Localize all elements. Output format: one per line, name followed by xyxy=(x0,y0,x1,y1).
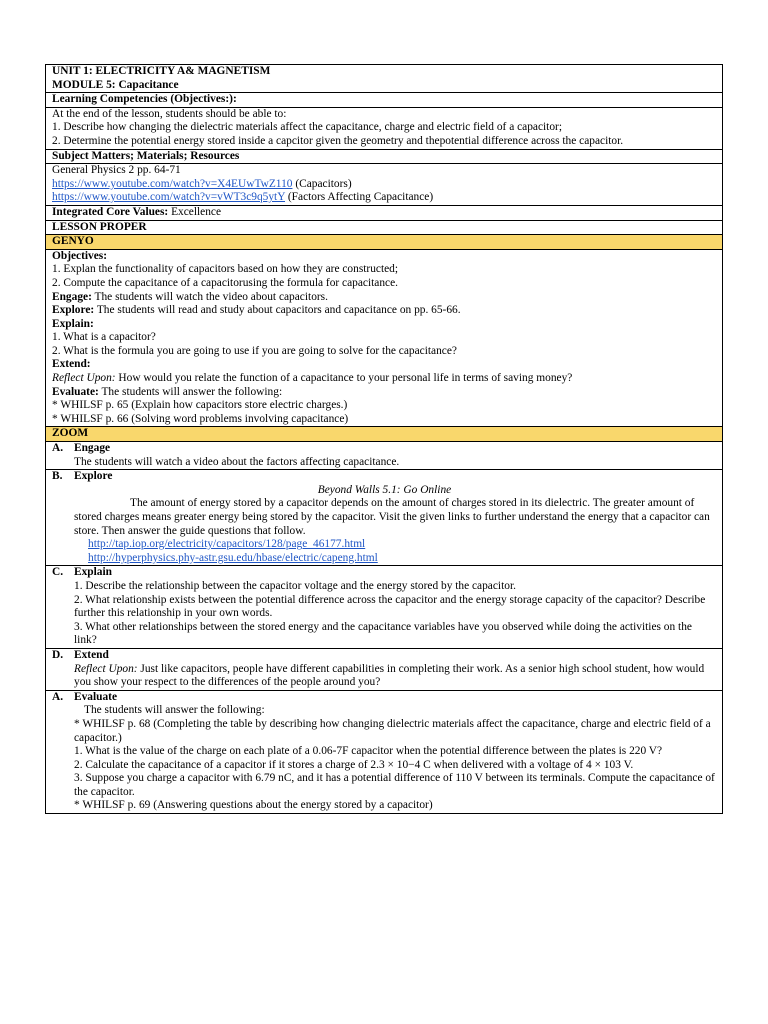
objective-item: 2. Compute the capacitance of a capacitorusing the formula for capacitance. xyxy=(52,276,398,289)
textbook-reference: General Physics 2 pp. 64-71 xyxy=(52,164,181,177)
reflect-text: How would you relate the function of a capacitance to your personal life in terms of saving money? xyxy=(115,372,573,385)
tap-iop-link[interactable]: http://tap.iop.org/electricity/capacitors/128/page_46177.html xyxy=(88,538,366,551)
explain-question: 1. Describe the relationship between the capacitor voltage and the energy stored by the capacitor. xyxy=(74,579,516,592)
engage-text: The students will watch the video about capacitors. xyxy=(91,290,328,303)
section-letter: B. xyxy=(52,470,63,483)
beyond-walls-subtitle: Beyond Walls 5.1: Go Online xyxy=(317,483,452,496)
zoom-extend-title: Extend xyxy=(74,648,109,661)
explain-label: Explain: xyxy=(52,317,94,330)
zoom-explain-title: Explain xyxy=(74,566,112,579)
zoom-extend-cell xyxy=(46,648,723,690)
evaluate-problem: 1. What is the value of the charge on each plate of a 0.06-7F capacitor when the potential difference between the plates is 220 V? xyxy=(74,745,663,758)
lesson-plan-table xyxy=(45,64,723,814)
evaluate-item: * WHILSF p. 68 (Completing the table by describing how changing dielectric materials affect the capacitance, charge and electric field of a capacitor.) xyxy=(74,717,711,744)
evaluate-problem: 3. Suppose you charge a capacitor with 6.79 nC, and it has a potential difference of 110 V between its terminals. Compute the capacitance of the capacitor. xyxy=(74,772,715,798)
zoom-evaluate-title: Evaluate xyxy=(74,690,118,703)
section-letter: A. xyxy=(52,442,64,455)
hyperphysics-link[interactable]: http://hyperphysics.phy-astr.gsu.edu/hbase/electric/capeng.html xyxy=(88,551,378,564)
evaluate-problem: 2. Calculate the capacitance of a capacitor if it stores a charge of 2.3 × 10−4 C when delivered with a voltage of 4 × 103 V. xyxy=(74,758,634,771)
zoom-explore-title: Explore xyxy=(74,470,113,483)
video-link-description: (Capacitors) xyxy=(292,177,352,190)
evaluate-intro: The students will answer the following: xyxy=(84,704,265,717)
core-values-value: Excellence xyxy=(168,205,222,218)
evaluate-label: Evaluate: xyxy=(52,385,99,398)
competencies-heading: Learning Competencies (Objectives:): xyxy=(46,93,723,108)
core-values-cell xyxy=(46,205,723,220)
explain-item: 2. What is the formula you are going to use if you are going to solve for the capacitance? xyxy=(52,344,457,357)
section-letter: D. xyxy=(52,648,64,661)
zoom-engage-title: Engage xyxy=(74,442,111,455)
core-values-label: Integrated Core Values: xyxy=(52,205,169,218)
zoom-band: ZOOM xyxy=(46,427,723,442)
video-link-factors[interactable]: https://www.youtube.com/watch?v=vWT3c9q5ytY xyxy=(52,191,286,204)
objective-item: 1. Explan the functionality of capacitors based on how they are constructed; xyxy=(52,263,399,276)
extend-label: Extend: xyxy=(52,358,91,371)
video-link-description: (Factors Affecting Capacitance) xyxy=(285,191,434,204)
genyo-band: GENYO xyxy=(46,235,723,250)
competency-item: 2. Determine the potential energy stored inside a capcitor given the geometry and thepotential difference across the capacitor. xyxy=(52,134,624,147)
explore-paragraph: The amount of energy stored by a capacitor depends on the amount of charges stored in its dielectric. The greater amount of stored charges means greater energy being stored by the capacitor. Visit the given links to further understand the energy that a capacitor can store. Then answer the guide questions that follow. xyxy=(74,497,710,537)
header-cell xyxy=(46,65,723,93)
zoom-evaluate-cell xyxy=(46,690,723,813)
module-title: MODULE 5: Capacitance xyxy=(52,78,179,91)
video-link-capacitors[interactable]: https://www.youtube.com/watch?v=X4EUwTwZ110 xyxy=(52,177,293,190)
zoom-engage-text: The students will watch a video about the factors affecting capacitance. xyxy=(74,455,400,468)
explore-label: Explore: xyxy=(52,304,95,317)
subject-heading: Subject Matters; Materials; Resources xyxy=(46,149,723,164)
competencies-intro: At the end of the lesson, students should be able to: xyxy=(52,107,287,120)
explain-question: 3. What other relationships between the stored energy and the capacitance variables have you observed while doing the activities on the link? xyxy=(74,620,692,647)
evaluate-item: * WHILSF p. 65 (Explain how capacitors store electric charges.) xyxy=(52,399,348,412)
zoom-explain-cell xyxy=(46,566,723,649)
competency-item: 1. Describe how changing the dielectric materials affect the capacitance, charge and electric field of a capacitor; xyxy=(52,121,562,134)
evaluate-item: * WHILSF p. 66 (Solving word problems involving capacitance) xyxy=(52,412,349,425)
zoom-engage-cell xyxy=(46,442,723,470)
subject-cell xyxy=(46,164,723,206)
reflect-upon-label: Reflect Upon: xyxy=(52,372,116,385)
engage-label: Engage: xyxy=(52,290,92,303)
extend-text: Just like capacitors, people have different capabilities in completing their work. As a senior high school student, how would you show your respect to the differences of the people around you? xyxy=(74,662,705,689)
lesson-plan-page xyxy=(45,64,723,814)
explain-item: 1. What is a capacitor? xyxy=(52,331,156,344)
evaluate-text: The students will answer the following: xyxy=(98,385,283,398)
explore-text: The students will read and study about capacitors and capacitance on pp. 65-66. xyxy=(94,304,461,317)
section-letter: A. xyxy=(52,690,64,703)
zoom-explore-cell xyxy=(46,470,723,566)
section-letter: C. xyxy=(52,566,64,579)
unit-title: UNIT 1: ELECTRICITY A& MAGNETISM xyxy=(52,65,271,77)
objectives-label: Objectives: xyxy=(52,249,108,262)
lesson-proper-heading: LESSON PROPER xyxy=(46,220,723,235)
header-row xyxy=(46,65,723,93)
competencies-cell xyxy=(46,107,723,149)
explain-question: 2. What relationship exists between the potential difference across the capacitor and the energy storage capacity of the capacitor? Describe further this relationship in your own words. xyxy=(74,593,706,620)
evaluate-item: * WHILSF p. 69 (Answering questions about the energy stored by a capacitor) xyxy=(74,799,433,812)
genyo-cell xyxy=(46,249,723,427)
reflect-upon-label: Reflect Upon: xyxy=(74,662,138,675)
